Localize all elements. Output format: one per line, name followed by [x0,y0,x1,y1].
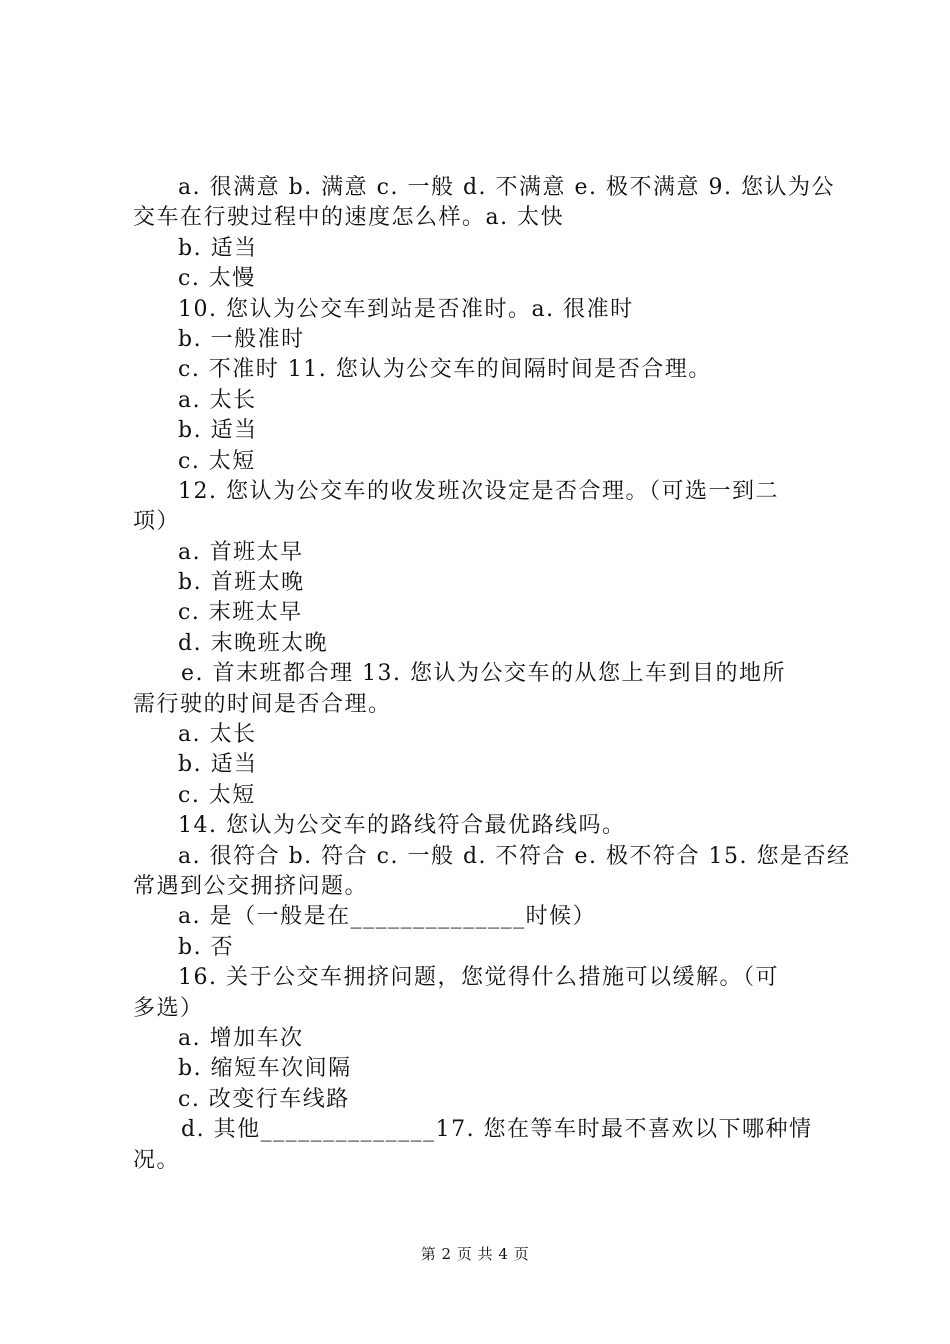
text-line: b. 适当 [178,418,258,444]
text-line: a. 太长 [178,387,257,413]
text-line: c. 太短 [178,782,256,808]
text-line: 需行驶的时间是否合理。 [133,691,392,717]
text-line: a. 太长 [178,722,257,748]
text-line: c. 末班太早 [178,600,303,626]
text-line: d. 末晚班太晚 [178,630,329,656]
text-line: b. 首班太晚 [178,570,305,596]
text-line: c. 改变行车线路 [178,1086,350,1112]
text-line: d. 其他______________17. 您在等车时最不喜欢以下哪种情 [181,1117,813,1143]
text-line: 10. 您认为公交车到站是否准时。a. 很准时 [178,296,634,322]
text-line: b. 否 [178,934,235,960]
text-line: 常遇到公交拥挤问题。 [133,873,369,899]
text-line: 项） [133,509,181,535]
text-line: b. 缩短车次间隔 [178,1056,352,1082]
text-line: b. 一般准时 [178,326,305,352]
text-line: 16. 关于公交车拥挤问题，您觉得什么措施可以缓解。（可 [178,965,779,991]
text-line: 14. 您认为公交车的路线符合最优路线吗。 [178,813,626,839]
text-line: a. 首班太早 [178,539,304,565]
text-line: a. 增加车次 [178,1025,304,1051]
text-line: e. 首末班都合理 13. 您认为公交车的从您上车到目的地所 [181,661,786,687]
text-line: 交车在行驶过程中的速度怎么样。a. 太快 [133,205,565,231]
text-line: a. 很符合 b. 符合 c. 一般 d. 不符合 e. 极不符合 15. 您是否经 [178,843,851,869]
text-line: c. 太慢 [178,266,256,292]
text-line: c. 不准时 11. 您认为公交车的间隔时间是否合理。 [178,357,712,383]
text-line: 况。 [133,1147,181,1173]
document-body [133,173,851,1176]
text-line: b. 适当 [178,235,258,261]
text-line: a. 很满意 b. 满意 c. 一般 d. 不满意 e. 极不满意 9. 您认为公 [178,175,836,200]
text-line: c. 太短 [178,448,256,474]
text-line: 多选） [133,995,204,1021]
text-line: 12. 您认为公交车的收发班次设定是否合理。（可选一到二 [178,478,779,504]
text-line: b. 适当 [178,752,258,778]
page-footer: 第 2 页 共 4 页 [420,1245,530,1263]
text-line: a. 是（一般是在______________时候） [178,904,597,930]
